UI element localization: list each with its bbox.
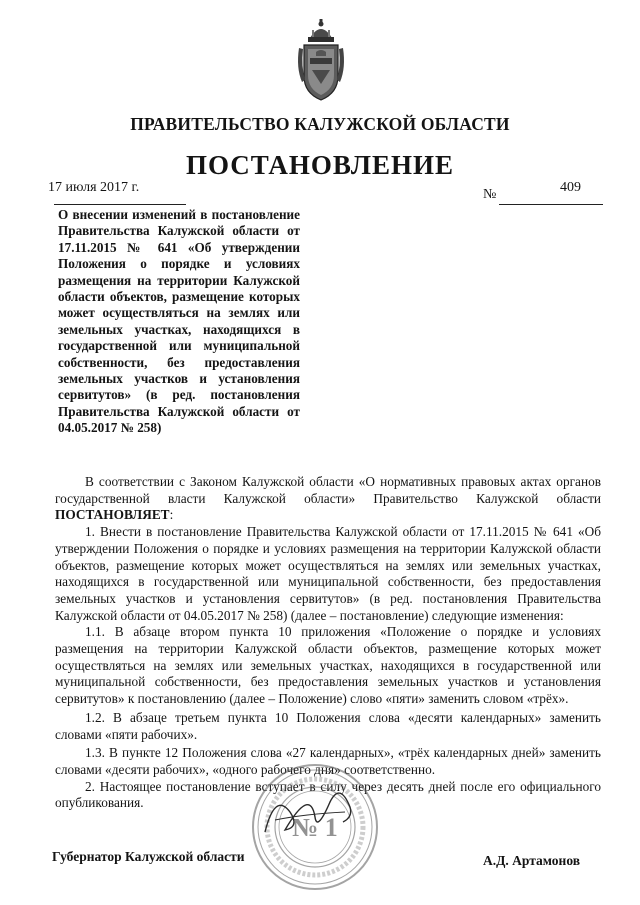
government-title: ПРАВИТЕЛЬСТВО КАЛУЖСКОЙ ОБЛАСТИ xyxy=(130,114,510,134)
document-type-title: ПОСТАНОВЛЕНИЕ xyxy=(185,150,455,180)
date-underline xyxy=(54,204,186,205)
preamble-paragraph xyxy=(55,474,601,524)
number-sign: № xyxy=(483,187,497,202)
number-underline xyxy=(499,204,603,205)
coat-of-arms-emblem xyxy=(296,18,346,104)
item-1-3-paragraph: 1.3. В пункте 12 Положения слова «27 календарных», «трёх календарных дней» заменить словами «десяти рабочих», «одного рабочего дня» соответственно. xyxy=(55,745,601,777)
seal-number: № 1 xyxy=(292,813,338,842)
signer-position: Губернатор Калужской области xyxy=(52,849,245,864)
signer-name: А.Д. Артамонов xyxy=(483,853,581,868)
resolves-word: ПОСТАНОВЛЯЕТ xyxy=(55,507,170,523)
document-date: 17 июля 2017 г. xyxy=(48,180,140,195)
resolves-colon: : xyxy=(169,507,174,523)
item-1-2-paragraph: 1.2. В абзаце третьем пункта 10 Положения слова «десяти календарных» заменить словами «пяти рабочих». xyxy=(55,709,601,742)
document-number: 409 xyxy=(560,180,581,195)
item-1-1-paragraph: 1.1. В абзаце втором пункта 10 приложения «Положение о порядке и условиях размещения на территории Калужской области объектов, размещение которых может осуществляться на землях или земельных участках, находящихся в государственной или муниципальной собственности, без предоставления земельных участков и установления сервитутов» к постановлению (далее – Положение) слово «пяти» заменить словом «трёх». xyxy=(55,624,601,707)
item-1-paragraph: 1. Внести в постановление Правительства Калужской области от 17.11.2015 № 641 «Об утверждении Положения о порядке и условиях размещения на территории Калужской области объектов, размещение которых может осуществляться на землях или земельных участках, находящихся в государственной или муниципальной собственности, без предоставления земельных участков и установления сервитутов» (в ред. постановления Правительства Калужской области от 04.05.2017 № 258) (далее – постановление) следующие изменения: xyxy=(55,524,601,623)
document-subject: О внесении изменений в постановление Правительства Калужской области от 17.11.2015 № 641 «Об утверждении Положения о порядке и условиях размещения на территории Калужской области объектов, размещение которых может осуществляться на землях или земельных участках, находящихся в государственной или муниципальной собственности, без предоставления земельных участков и установления сервитутов» (в ред. постановления Правительства Калужской области от 04.05.2017 № 258) xyxy=(58,207,300,436)
handwritten-signature xyxy=(255,772,365,852)
preamble-text: В соответствии с Законом Калужской области «О нормативных правовых актах органов государственной власти Калужской области» Правительство Калужской области xyxy=(55,474,601,506)
item-2-paragraph: 2. Настоящее постановление вступает в силу через десять дней после его официального опубликования. xyxy=(55,778,601,811)
